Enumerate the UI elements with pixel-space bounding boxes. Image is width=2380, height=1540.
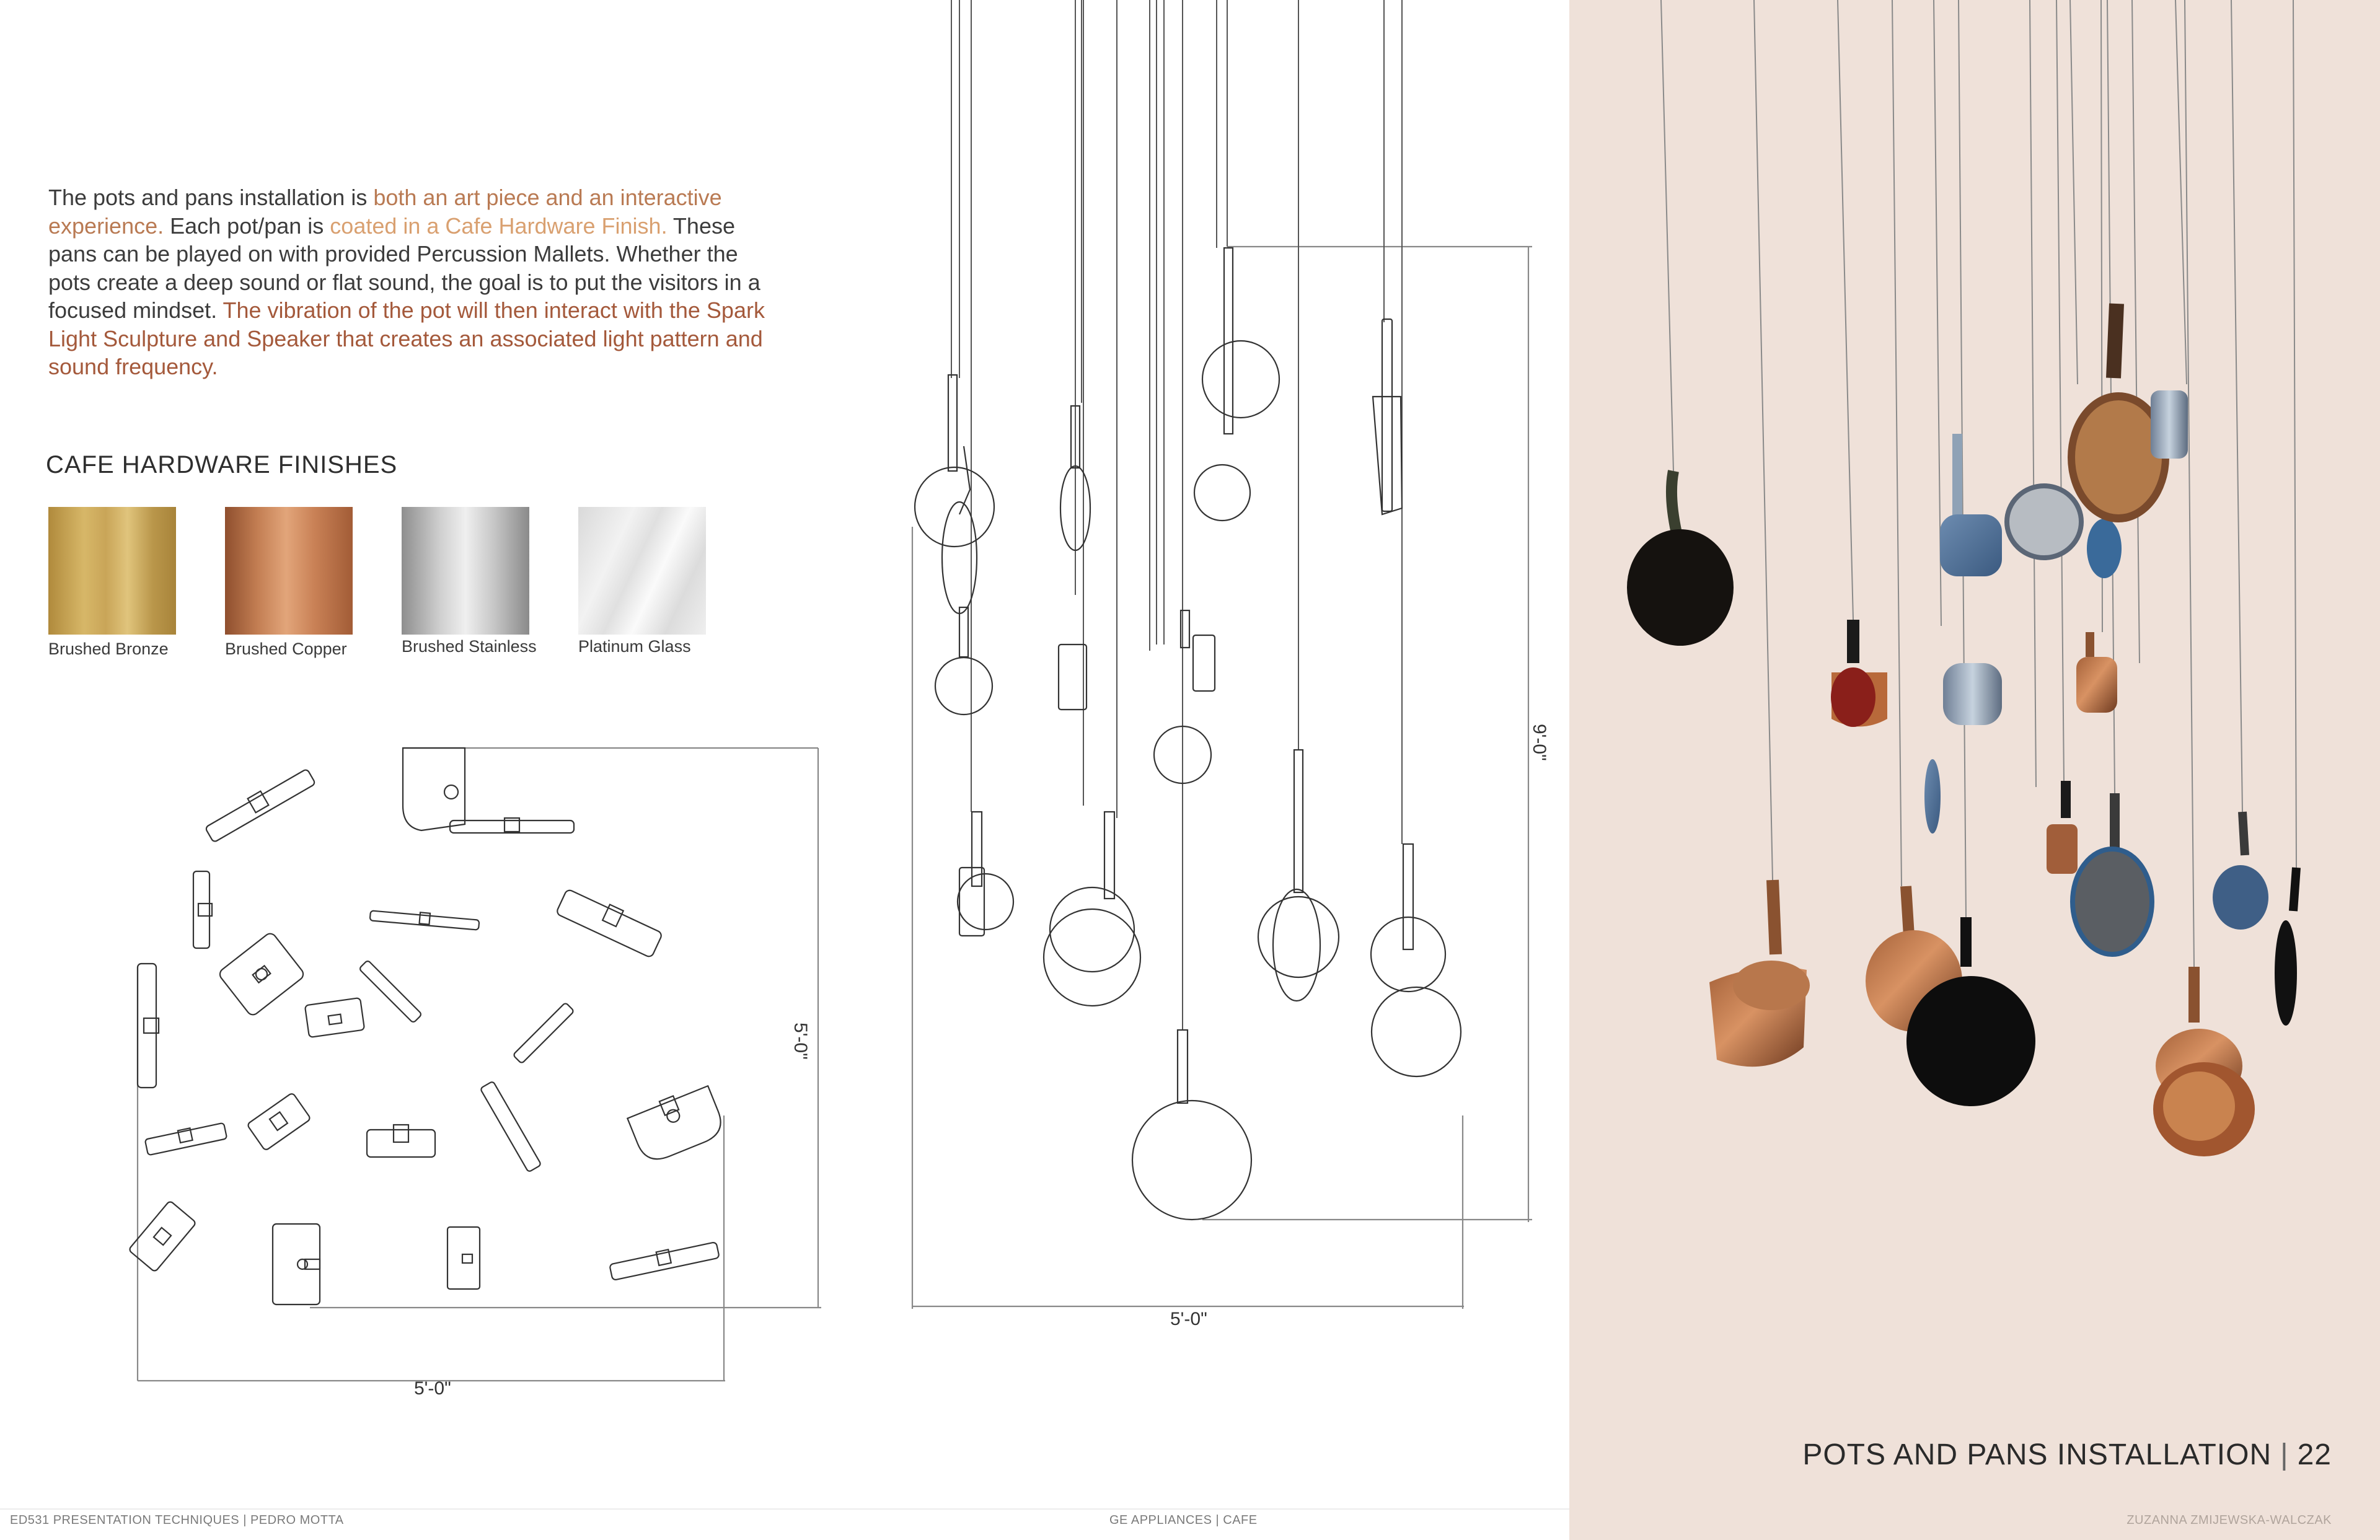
- footer-left: ED531 PRESENTATION TECHNIQUES | PEDRO MOTTA: [10, 1513, 344, 1527]
- footer-right: ZUZANNA ZMIJEWSKA-WALCZAK: [2127, 1513, 2332, 1527]
- swatch-label-stainless: Brushed Stainless: [402, 637, 537, 656]
- footer-center: GE APPLIANCES | CAFE: [1109, 1513, 1258, 1527]
- page-title-text: POTS AND PANS INSTALLATION: [1802, 1438, 2272, 1471]
- swatch-label-glass: Platinum Glass: [578, 637, 691, 656]
- swatch-label-bronze: Brushed Bronze: [48, 640, 169, 658]
- plan-view-drawing: [128, 748, 821, 1381]
- elevation-width-dimension: 5'-0": [1170, 1309, 1207, 1329]
- page-number: 22: [2297, 1438, 2332, 1471]
- intro-highlight-3: The vibration of the pot will then interact with the Spark Light Sculpture and Speaker that creates an associated light pattern and sound frequency.: [48, 297, 765, 379]
- elevation-view-drawing: [912, 0, 1532, 1309]
- intro-text-1: The pots and pans installation is: [48, 185, 374, 210]
- plan-depth-dimension: 5'-0": [790, 1023, 811, 1060]
- intro-highlight-2: coated in a Cafe Hardware Finish.: [330, 213, 668, 239]
- render-hanging-pots: [1627, 0, 2297, 1156]
- swatch-label-copper: Brushed Copper: [225, 640, 347, 658]
- plan-width-dimension: 5'-0": [414, 1378, 451, 1399]
- elevation-height-dimension: 9'-0": [1529, 724, 1549, 761]
- footer-divider: [0, 1508, 1569, 1510]
- intro-text-2: Each pot/pan is: [164, 213, 330, 239]
- page-title-separator: |: [2280, 1438, 2289, 1471]
- intro-highlight-1: both an art piece and an interactive experience.: [48, 185, 722, 239]
- finishes-title: CAFE HARDWARE FINISHES: [46, 451, 398, 478]
- page-title: [1802, 1438, 2332, 1472]
- intro-text-3: These pans can be played on with provided Percussion Mallets. Whether the pots create a deep sound or flat sound, the goal is to put the visitors in a focused mindset.: [48, 213, 760, 323]
